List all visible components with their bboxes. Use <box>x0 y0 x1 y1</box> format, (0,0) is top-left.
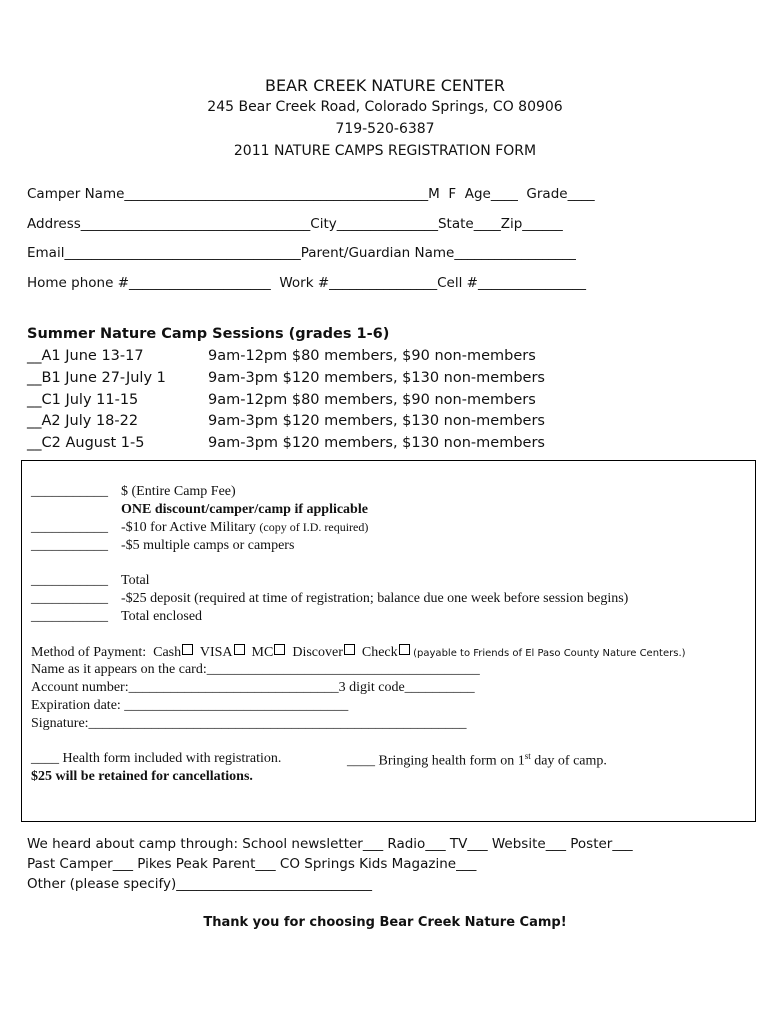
session-code[interactable]: __B1 June 27-July 1 <box>27 370 166 386</box>
payment-method-row: Method of Payment: Cash VISA MC Discover Check (payable to Friends of El Paso County Nature Centers.) <box>31 645 686 660</box>
org-name: BEAR CREEK NATURE CENTER <box>264 76 506 95</box>
address-row[interactable]: Address__________________________________City_______________State____Zip______ <box>27 216 563 232</box>
total-label: Total <box>121 573 150 588</box>
org-phone: 719-520-6387 <box>335 121 435 137</box>
thank-you-note: Thank you for choosing Bear Creek Nature Camp! <box>203 915 567 930</box>
health-form-included[interactable]: ____ Health form included with registration. <box>31 751 282 766</box>
session-details: 9am-3pm $120 members, $130 non-members <box>208 370 545 386</box>
mc-checkbox[interactable] <box>274 644 285 655</box>
fee-blank[interactable]: ___________ <box>31 484 108 499</box>
fee-blank[interactable]: ___________ <box>31 520 108 535</box>
session-details: 9am-12pm $80 members, $90 non-members <box>208 392 536 408</box>
org-address: 245 Bear Creek Road, Colorado Springs, CO 80906 <box>207 99 563 115</box>
military-discount-label: -$10 for Active Military (copy of I.D. required) <box>121 520 369 535</box>
sessions-heading: Summer Nature Camp Sessions (grades 1-6) <box>27 326 390 342</box>
signature-field[interactable]: Signature:______________________________________________________ <box>31 716 467 731</box>
email-row[interactable]: Email___________________________________Parent/Guardian Name__________________ <box>27 245 576 261</box>
health-form-bringing[interactable]: ____ Bringing health form on 1st day of camp. <box>347 751 607 769</box>
session-code[interactable]: __C2 August 1-5 <box>27 435 145 451</box>
fee-blank[interactable]: ___________ <box>31 591 108 606</box>
deposit-label: -$25 deposit (required at time of registration; balance due one week before session begins) <box>121 591 629 606</box>
camper-name-row[interactable]: Camper Name_____________________________________________M F Age____ Grade____ <box>27 186 595 202</box>
fee-blank[interactable]: ___________ <box>31 573 108 588</box>
entire-fee-label: $ (Entire Camp Fee) <box>121 484 236 499</box>
heard-about-line2[interactable]: Past Camper___ Pikes Peak Parent___ CO Springs Kids Magazine___ <box>27 856 477 872</box>
session-details: 9am-3pm $120 members, $130 non-members <box>208 413 545 429</box>
account-number-field[interactable]: Account number:______________________________3 digit code__________ <box>31 680 475 695</box>
session-code[interactable]: __C1 July 11-15 <box>27 392 139 408</box>
session-details: 9am-3pm $120 members, $130 non-members <box>208 435 545 451</box>
heard-about-line1[interactable]: We heard about camp through: School newsletter___ Radio___ TV___ Website___ Poster___ <box>27 836 633 852</box>
session-code[interactable]: __A1 June 13-17 <box>27 348 144 364</box>
fee-blank[interactable]: ___________ <box>31 538 108 553</box>
cash-checkbox[interactable] <box>182 644 193 655</box>
session-details: 9am-12pm $80 members, $90 non-members <box>208 348 536 364</box>
total-enclosed-label: Total enclosed <box>121 609 203 624</box>
cancellation-note: $25 will be retained for cancellations. <box>31 769 253 784</box>
heard-about-other[interactable]: Other (please specify)_____________________________ <box>27 876 373 892</box>
session-code[interactable]: __A2 July 18-22 <box>27 413 139 429</box>
expiration-field[interactable]: Expiration date: ________________________________ <box>31 698 349 713</box>
form-title: 2011 NATURE CAMPS REGISTRATION FORM <box>233 143 537 159</box>
visa-checkbox[interactable] <box>234 644 245 655</box>
check-checkbox[interactable] <box>399 644 410 655</box>
name-on-card-field[interactable]: Name as it appears on the card:_______________________________________ <box>31 662 480 677</box>
multiple-discount-label: -$5 multiple camps or campers <box>121 538 295 553</box>
phone-row[interactable]: Home phone #_____________________ Work #________________Cell #________________ <box>27 275 586 291</box>
discover-checkbox[interactable] <box>344 644 355 655</box>
discount-note: ONE discount/camper/camp if applicable <box>121 502 368 517</box>
fee-blank[interactable]: ___________ <box>31 609 108 624</box>
